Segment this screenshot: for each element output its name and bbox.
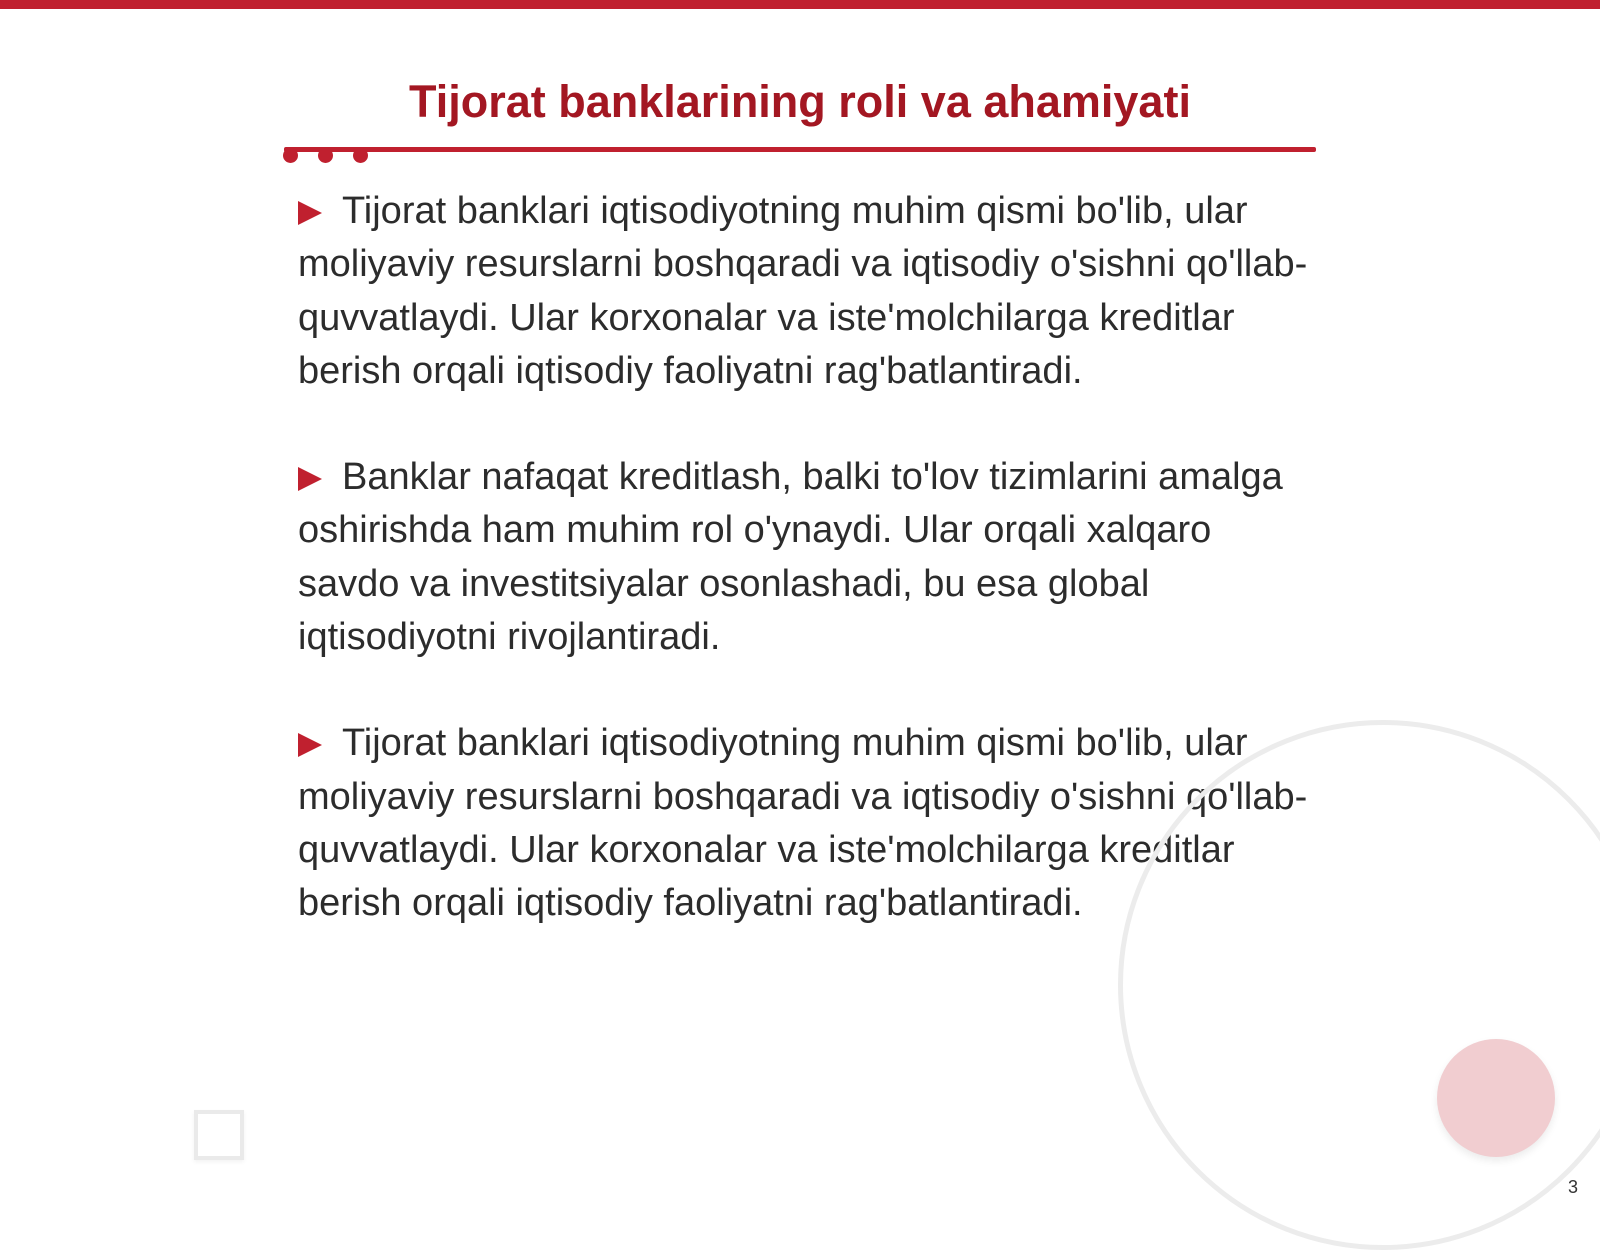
bullet-item <box>298 185 1308 398</box>
triangle-right-icon <box>298 733 322 757</box>
underline-dot <box>353 148 368 163</box>
bullet-text: Tijorat banklari iqtisodiyotning muhim qismi bo'lib, ular moliyaviy resurslarni boshqaradi va iqtisodiy o'sishni qo'llab-quvvatlaydi. Ular korxonalar va iste'molchilarga kreditlar berish orqali iqtisodiy faoliyatni rag'batlantiradi. <box>298 190 1308 392</box>
slide-title: Tijorat banklarining roli va ahamiyati <box>409 76 1191 127</box>
bullet-text: Banklar nafaqat kreditlash, balki to'lov tizimlarini amalga oshirishda ham muhim rol o'ynaydi. Ular orqali xalqaro savdo va investitsiyalar osonlashadi, bu esa global iqtisodiyotni rivojlantiradi. <box>298 456 1283 659</box>
underline-dot <box>318 148 333 163</box>
triangle-right-icon <box>298 467 322 491</box>
decorative-circle <box>1437 1039 1555 1157</box>
page-number: 3 <box>1567 1177 1578 1197</box>
bullet-text: Tijorat banklari iqtisodiyotning muhim qismi bo'lib, ular moliyaviy resurslarni boshqaradi va iqtisodiy o'sishni qo'llab-quvvatlaydi. Ular korxonalar va iste'molchilarga kreditlar berish orqali iqtisodiy faoliyatni rag'batlantiradi. <box>298 722 1308 925</box>
decorative-square <box>194 1110 244 1160</box>
bullet-item <box>298 451 1308 664</box>
top-accent-bar <box>0 0 1600 9</box>
underline-dot <box>283 148 298 163</box>
triangle-right-icon <box>298 201 322 225</box>
title-underline <box>284 147 1316 152</box>
